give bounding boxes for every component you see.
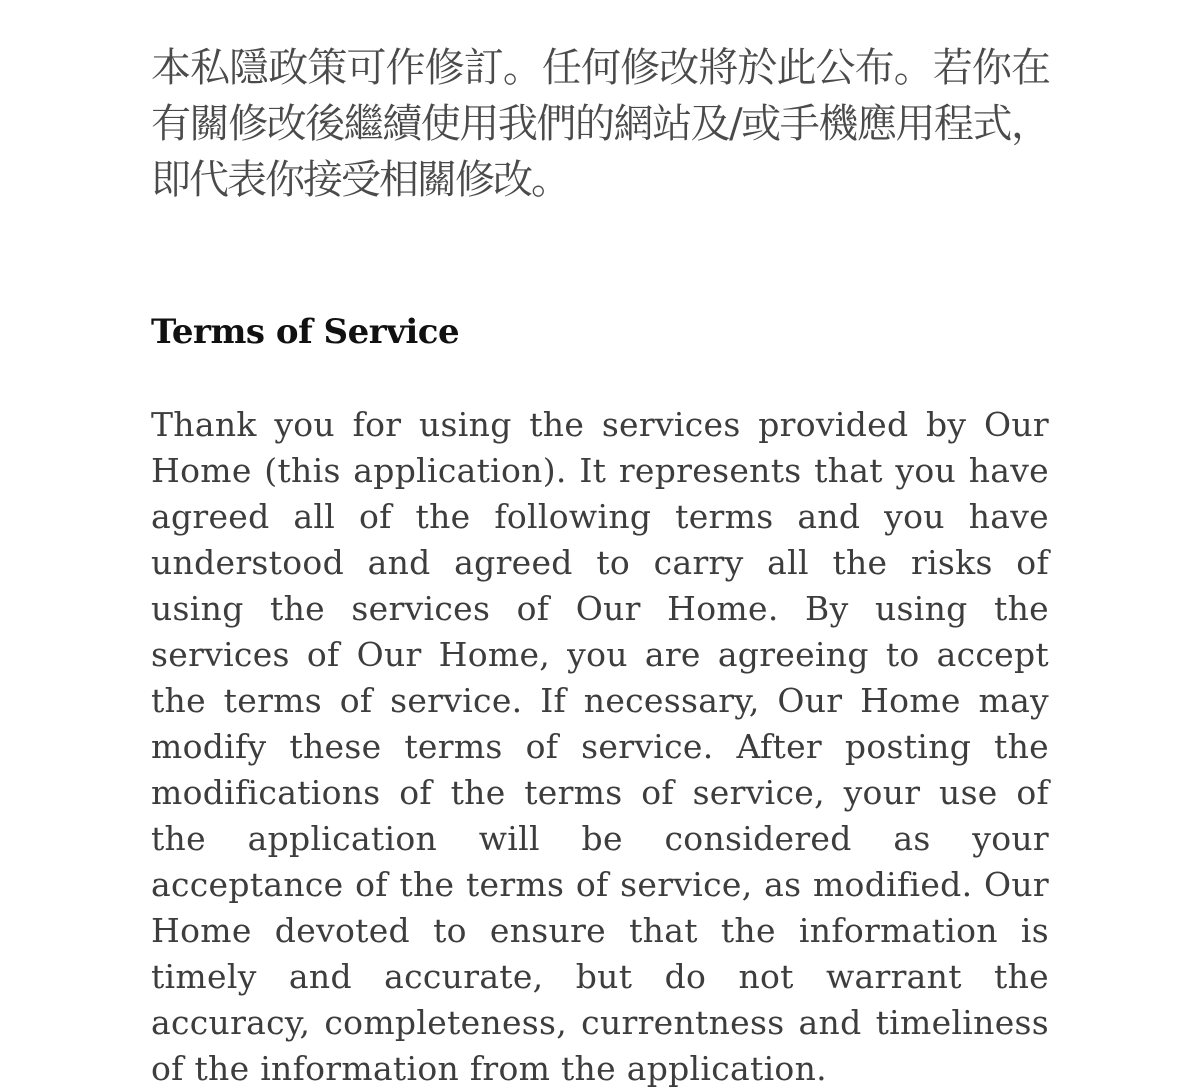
privacy-modification-notice: 本私隱政策可作修訂。任何修改將於此公布。若你在有關修改後繼續使用我們的網站及/或手機應用程式，即代表你接受相關修改。 xyxy=(151,45,1049,203)
terms-of-service-body: Thank you for using the services provided by Our Home (this application). It represents that you have agreed all of the following terms and you have understood and agreed to carry all the risks of using the services of Our Home. By using the services of Our Home, you are agreeing to accept the terms of service. If necessary, Our Home may modify these terms of service. After posting the modifications of the terms of service, your use of the application will be considered as your acceptance of the terms of service, as modified. Our Home devoted to ensure that the information is timely and accurate, but do not warrant the accuracy, completeness, currentness and timeliness of the information from the application. xyxy=(151,405,1049,1088)
terms-of-service-heading: Terms of Service xyxy=(151,312,460,352)
